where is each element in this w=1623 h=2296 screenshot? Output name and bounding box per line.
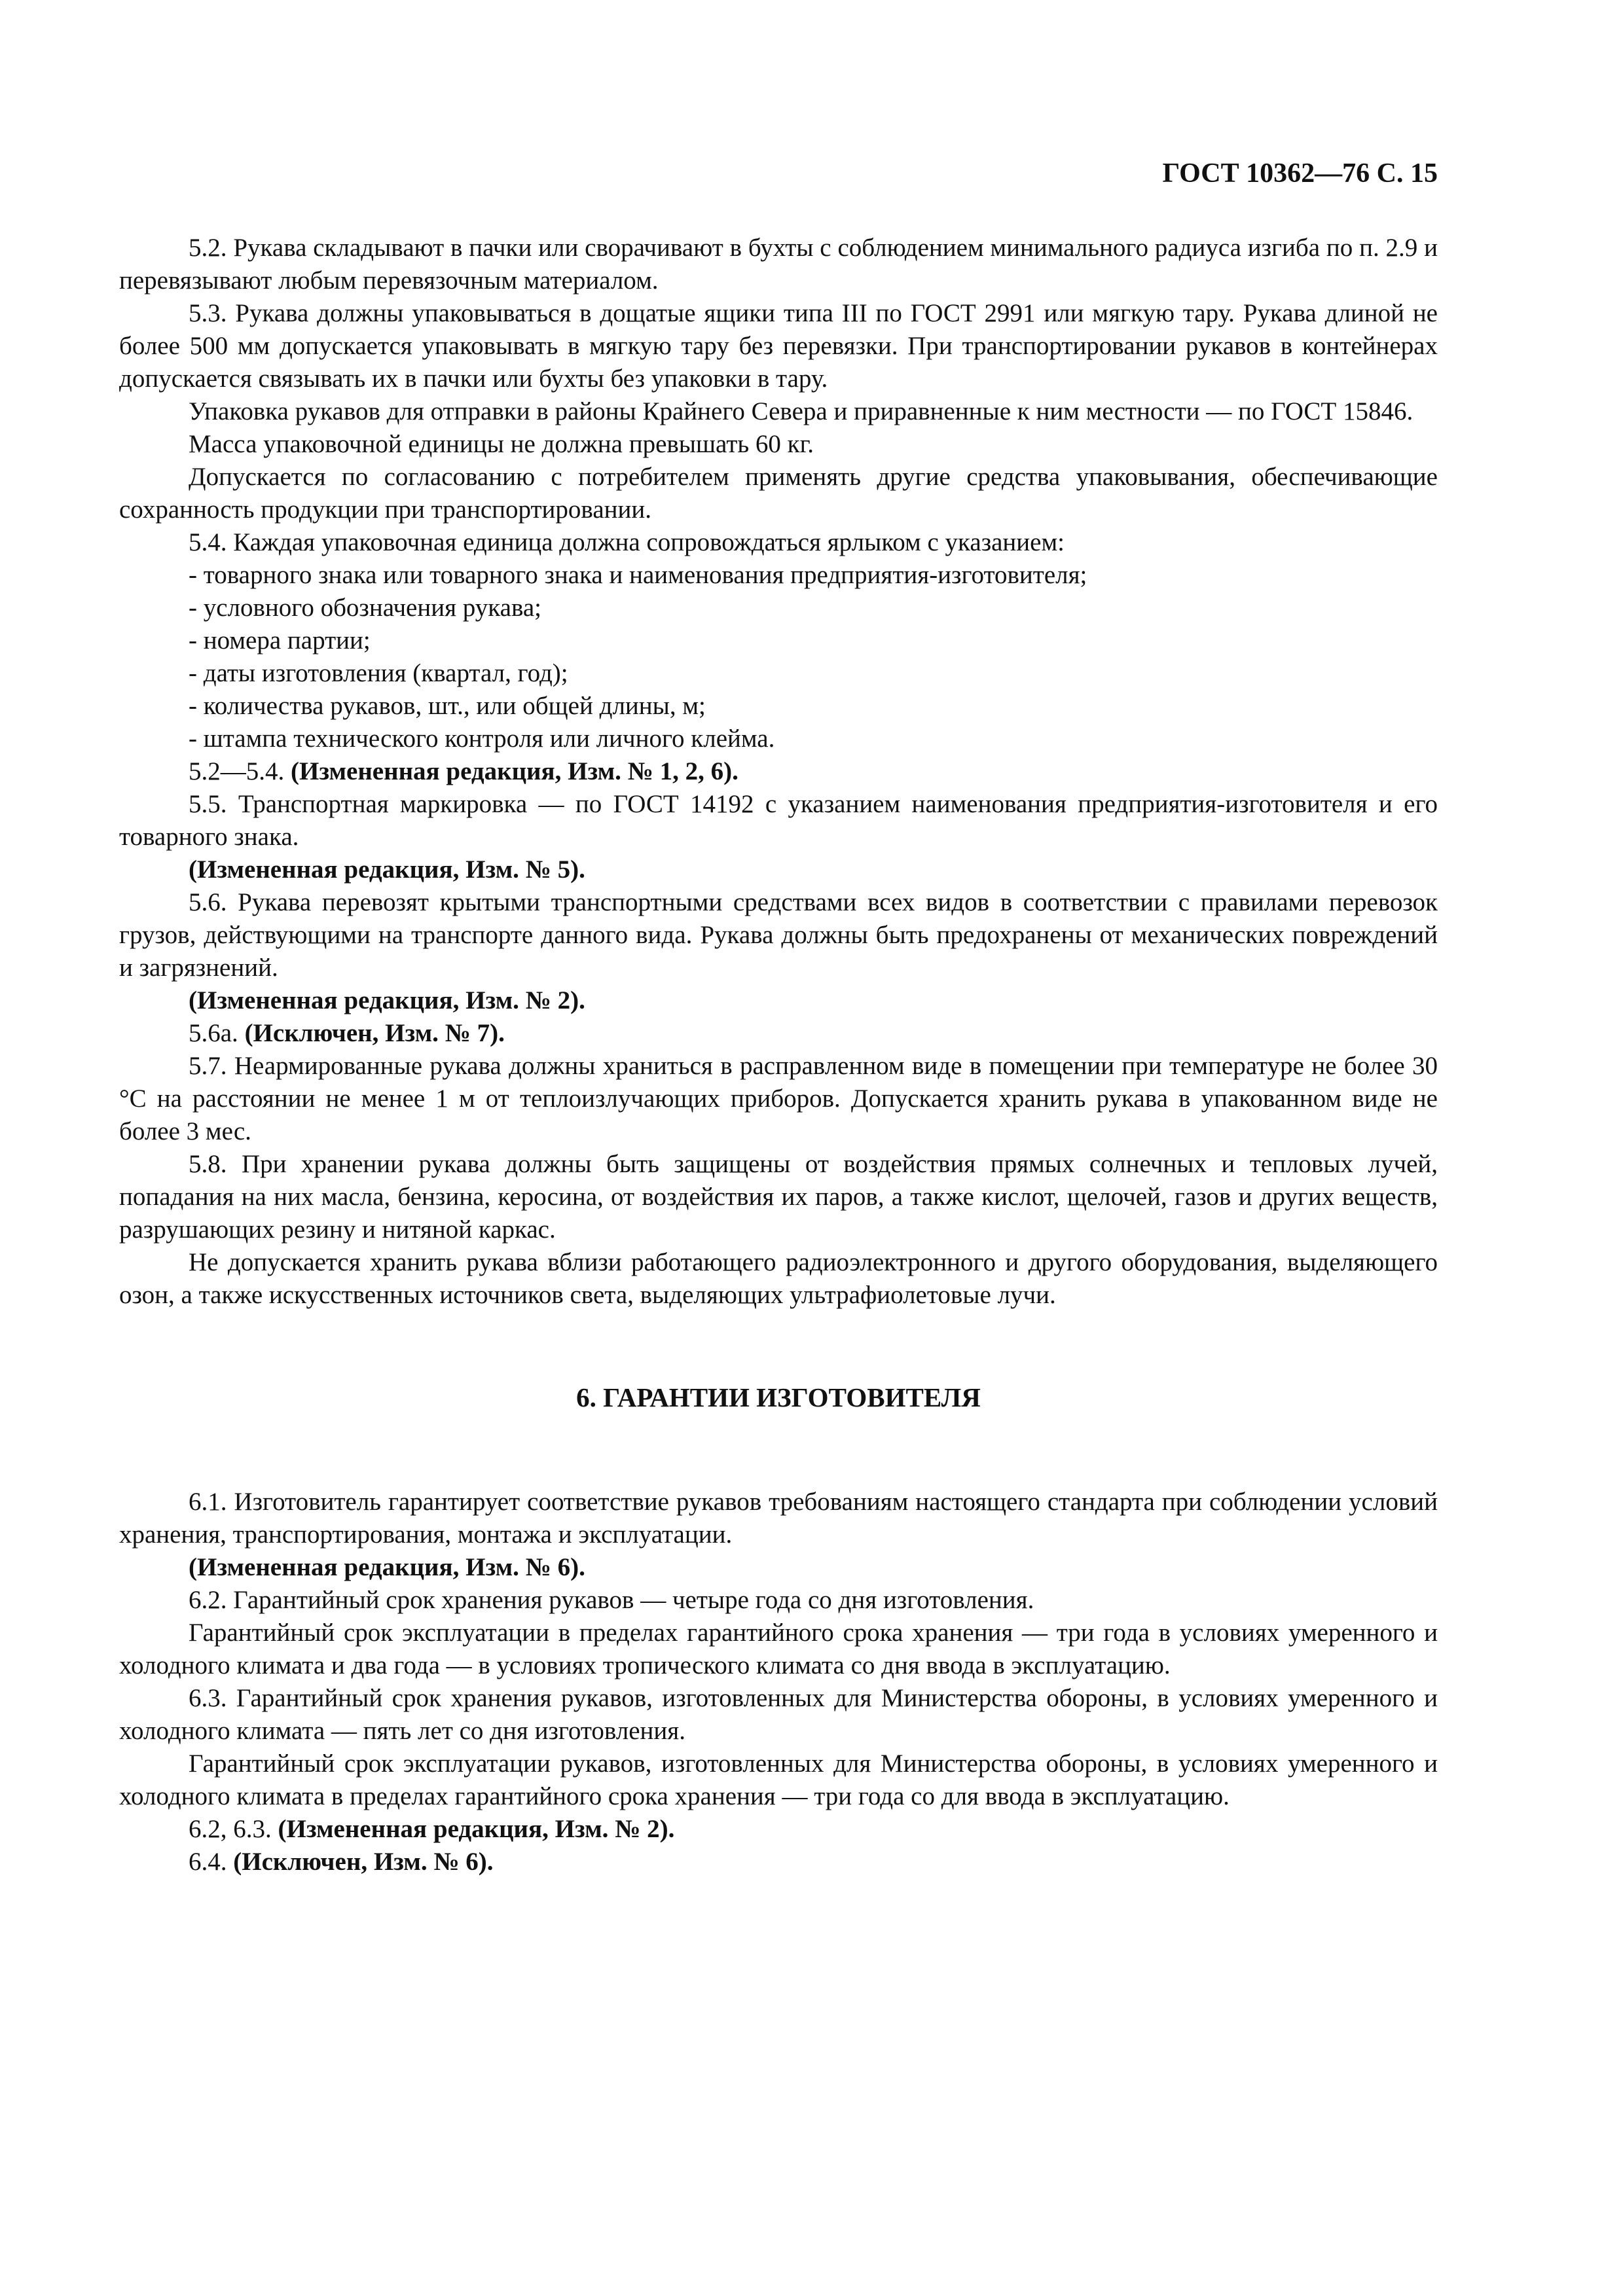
- amendment-note: (Измененная редакция, Изм. № 5).: [189, 855, 585, 884]
- paragraph-6-2: 6.2. Гарантийный срок хранения рукавов — четыре года со дня изготовления.: [189, 1586, 1034, 1614]
- amendment-prefix: 6.2, 6.3.: [189, 1815, 278, 1843]
- section-6-body: [119, 1486, 1438, 1878]
- running-header: ГОСТ 10362—76 С. 15: [1162, 158, 1438, 188]
- paragraph-5-6: 5.6. Рукава перевозят крытыми транспортными средствами всех видов в соответствии с правилами перевозок грузов, действующими на транспорте данного вида. Рукава должны быть предохранены от механических повреждений и загрязнений.: [119, 888, 1438, 982]
- paragraph-6-4: [119, 1846, 1438, 1878]
- amendment-prefix: 6.4.: [189, 1848, 234, 1876]
- amendment-5-2-5-4: [119, 755, 1438, 788]
- paragraph-5-2: 5.2. Рукава складывают в пачки или сворачивают в бухты с соблюдением минимального радиуса изгиба по п. 2.9 и перевязывают любым перевязочным материалом.: [119, 234, 1438, 295]
- list-item: - количества рукавов, шт., или общей длины, м;: [189, 692, 706, 720]
- amendment-note: (Измененная редакция, Изм. № 2).: [278, 1815, 675, 1843]
- amendment-note: (Измененная редакция, Изм. № 6).: [189, 1553, 585, 1581]
- section-5-body: [119, 232, 1438, 1312]
- paragraph-6-3-operation: Гарантийный срок эксплуатации рукавов, изготовленных для Министерства обороны, в условиях умеренного и холодного климата в пределах гарантийного срока хранения — три года со для ввода в эксплуатацию.: [119, 1749, 1438, 1810]
- paragraph-5-3: 5.3. Рукава должны упаковываться в дощатые ящики типа III по ГОСТ 2991 или мягкую тару. Рукава длиной не более 500 мм допускается упаковывать в мягкую тару без перевязки. При транспортировании рукавов в контейнерах допускается связывать их в пачки или бухты без упаковки в тару.: [119, 299, 1438, 393]
- amendment-note: (Исключен, Изм. № 7).: [244, 1019, 505, 1047]
- paragraph-5-5: 5.5. Транспортная маркировка — по ГОСТ 14192 с указанием наименования предприятия-изготовителя и его товарного знака.: [119, 790, 1438, 851]
- amendment-5-6: [119, 984, 1438, 1017]
- paragraph-6-1: 6.1. Изготовитель гарантирует соответствие рукавов требованиям настоящего стандарта при соблюдении условий хранения, транспортирования, монтажа и эксплуатации.: [119, 1488, 1438, 1549]
- paragraph-5-4: 5.4. Каждая упаковочная единица должна сопровождаться ярлыком с указанием:: [189, 528, 1065, 556]
- paragraph-other-means: Допускается по согласованию с потребителем применять другие средства упаковывания, обеспечивающие сохранность продукции при транспортировании.: [119, 463, 1438, 524]
- paragraph-6-3: 6.3. Гарантийный срок хранения рукавов, изготовленных для Министерства обороны, в условиях умеренного и холодного климата — пять лет со дня изготовления.: [119, 1684, 1438, 1745]
- amendment-note: (Измененная редакция, Изм. № 1, 2, 6).: [291, 757, 739, 785]
- amendment-prefix: 5.2—5.4.: [189, 757, 291, 785]
- amendment-6-2-6-3: [119, 1813, 1438, 1846]
- list-item: - номера партии;: [189, 626, 371, 655]
- amendment-note: (Исключен, Изм. № 6).: [233, 1848, 494, 1876]
- amendment-note: (Измененная редакция, Изм. № 2).: [189, 986, 585, 1014]
- document-page: [119, 157, 1438, 1878]
- paragraph-5-8-ozone: Не допускается хранить рукава вблизи работающего радиоэлектронного и другого оборудования, выделяющего озон, а также искусственных источников света, выделяющих ультрафиолетовые лучи.: [119, 1248, 1438, 1309]
- paragraph-6-2-operation: Гарантийный срок эксплуатации в пределах гарантийного срока хранения — три года в условиях умеренного и холодного климата и два года — в условиях тропического климата со дня ввода в эксплуатацию.: [119, 1619, 1438, 1679]
- list-item: - даты изготовления (квартал, год);: [189, 659, 568, 687]
- amendment-6-1: [119, 1551, 1438, 1584]
- list-item: - товарного знака или товарного знака и наименования предприятия-изготовителя;: [189, 561, 1087, 589]
- paragraph-5-7: 5.7. Неармированные рукава должны храниться в расправленном виде в помещении при температуре не более 30 °С на расстоянии не менее 1 м от теплоизлучающих приборов. Допускается хранить рукава в упакованном виде не более 3 мес.: [119, 1052, 1438, 1145]
- section-6-title: 6. ГАРАНТИИ ИЗГОТОВИТЕЛЯ: [576, 1382, 981, 1412]
- paragraph-5-6a: [119, 1017, 1438, 1050]
- amendment-5-5: [119, 853, 1438, 886]
- paragraph-5-8: 5.8. При хранении рукава должны быть защищены от воздействия прямых солнечных и тепловых лучей, попадания на них масла, бензина, керосина, от воздействия их паров, а также кислот, щелочей, газов и других веществ, разрушающих резину и нитяной каркас.: [119, 1150, 1438, 1244]
- list-item: - условного обозначения рукава;: [189, 594, 541, 622]
- amendment-prefix: 5.6а.: [189, 1019, 245, 1047]
- paragraph-packaging-north: Упаковка рукавов для отправки в районы Крайнего Севера и приравненные к ним местности — по ГОСТ 15846.: [189, 397, 1413, 425]
- paragraph-package-mass: Масса упаковочной единицы не должна превышать 60 кг.: [189, 430, 814, 458]
- list-item: - штампа технического контроля или личного клейма.: [189, 725, 775, 753]
